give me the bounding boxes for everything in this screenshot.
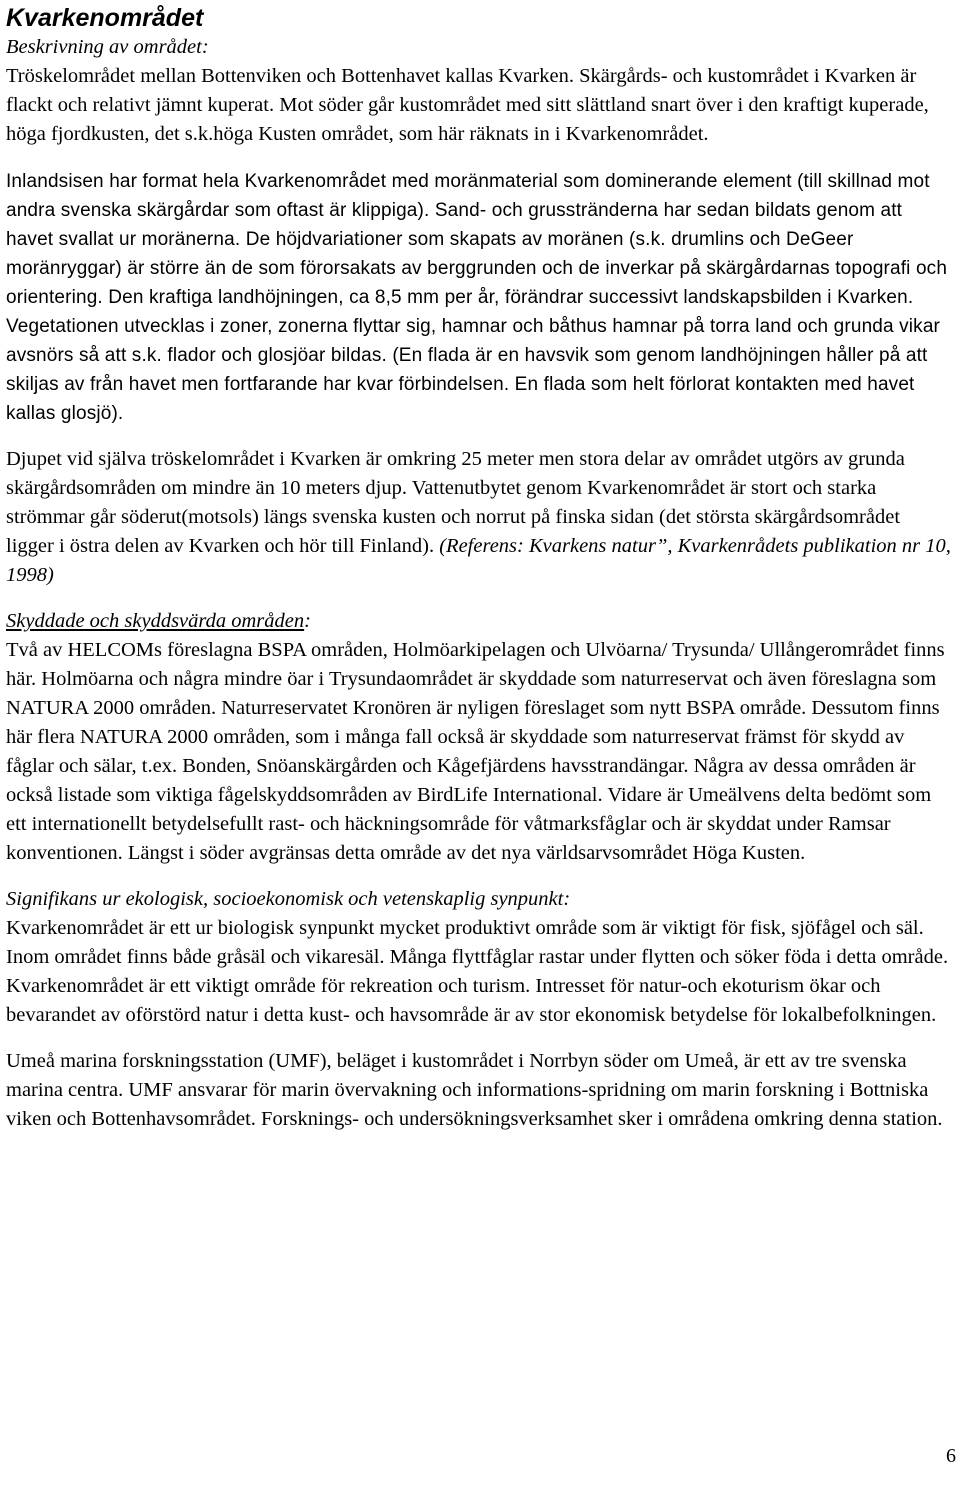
spacer — [6, 868, 951, 885]
paragraph-intro: Tröskelområdet mellan Bottenviken och Bottenhavet kallas Kvarken. Skärgårds- och kustområdet i Kvarken är flackt och relativt jämnt kuperat. Mot söder går kustområdet med sitt slättland snart över i den kraftigt kuperade, höga fjordkusten, det s.k.höga Kusten området, som här räknats in i Kvarkenområdet. — [6, 65, 929, 145]
document-page — [6, 0, 951, 1134]
paragraph-protected-areas: Två av HELCOMs föreslagna BSPA områden, Holmöarkipelagen och Ulvöarna/ Trysunda/ Ullångerområdet finns här. Holmöarna och några mindre öar i Trysundaområdet är skyddade som naturreservat och även föreslagna som NATURA 2000 områden. Naturreservatet Kronören är nyligen föreslaget som nytt BSPA område. Dessutom finns här flera NATURA 2000 områden, som i många fall också är skyddade som naturreservat främst för skydd av fåglar och sälar, t.ex. Bonden, Snöanskärgården och Kågefjärdens havsstrandängar. Några av dessa områden är också listade som viktiga fågelskyddsområden av BirdLife International. Vidare är Umeälvens delta bedömt som ett internationellt betydelsefullt rast- och häckningsområde för våtmarksfåglar och är skyddat under Ramsar konventionen. Längst i söder avgränsas detta område av det nya världsarvsområdet Höga Kusten. — [6, 639, 945, 864]
paragraph-inland-ice: Inlandsisen har format hela Kvarkenområdet med moränmaterial som dominerande element (till skillnad mot andra svenska skärgårdar som oftast är klippiga). Sand- och grusstränderna har sedan bildats genom att havet svallat ur moränerna. De höjdvariationer som skapats av moränen (s.k. drumlins och DeGeer moränryggar) är större än de som förorsakats av berggrunden och de inverkar på skärgårdarnas topografi och orientering. Den kraftiga landhöjningen, ca 8,5 mm per år, förändrar successivt landskapsbilden i Kvarken. Vegetationen utvecklas i zoner, zonerna flyttar sig, hamnar och båthus hamnar på torra land och grunda vikar avsnörs så att s.k. flador och glosjöar bildas. (En flada är en havsvik som genom landhöjningen håller på att skiljas av från havet men fortfarande har kvar förbindelsen. En flada som helt förlorat kontakten med havet kallas glosjö). — [6, 171, 948, 424]
section-subtitle-significance: Signifikans ur ekologisk, socioekonomisk och vetenskaplig synpunkt: — [6, 888, 571, 910]
section-subtitle-protected — [6, 607, 951, 636]
paragraph-depth — [6, 445, 951, 590]
protected-heading-text: Skyddade och skyddsvärda områden — [6, 610, 305, 632]
reference-citation: (Referens: Kvarkens natur”, Kvarkenrådets publikation nr 10, 1998) — [6, 535, 951, 586]
paragraph-depth-text: Djupet vid själva tröskelområdet i Kvarken är omkring 25 meter men stora delar av området utgörs av grunda skärgårdsområden om mindre än 10 meters djup. Vattenutbytet genom Kvarkenområdet är stort och starka strömmar går söderut(motsols) längs svenska kusten och norrut på finska sidan (det största skärgårdsområdet ligger i östra delen av Kvarken och hör till Finland). — [6, 448, 905, 557]
paragraph-significance: Kvarkenområdet är ett ur biologisk synpunkt mycket produktivt område som är viktigt för fisk, sjöfågel och säl. Inom området finns både gråsäl och vikaresäl. Många flyttfåglar rastar under flytten och söker föda i detta område. Kvarkenområdet är ett viktigt område för rekreation och turism. Intresset för natur-och ekoturism ökar och bevarandet av oförstörd natur i detta kust- och havsområde är av stor ekonomisk betydelse för lokalbefolkningen. — [6, 917, 949, 1026]
section-subtitle-description: Beskrivning av området: — [6, 36, 209, 58]
spacer — [6, 1030, 951, 1047]
paragraph-umf: Umeå marina forskningsstation (UMF), beläget i kustområdet i Norrbyn söder om Umeå, är ett av tre svenska marina centra. UMF ansvarar för marin övervakning och informations-spridning om marin forskning i Bottniska viken och Bottenhavsområdet. Forsknings- och undersökningsverksamhet sker i områdena omkring denna station. — [6, 1050, 943, 1130]
protected-heading-colon: : — [304, 610, 311, 632]
page-number: 6 — [946, 1445, 956, 1467]
spacer — [6, 590, 951, 607]
spacer — [6, 149, 951, 167]
spacer — [6, 428, 951, 445]
document-title: Kvarkenområdet — [6, 4, 204, 32]
